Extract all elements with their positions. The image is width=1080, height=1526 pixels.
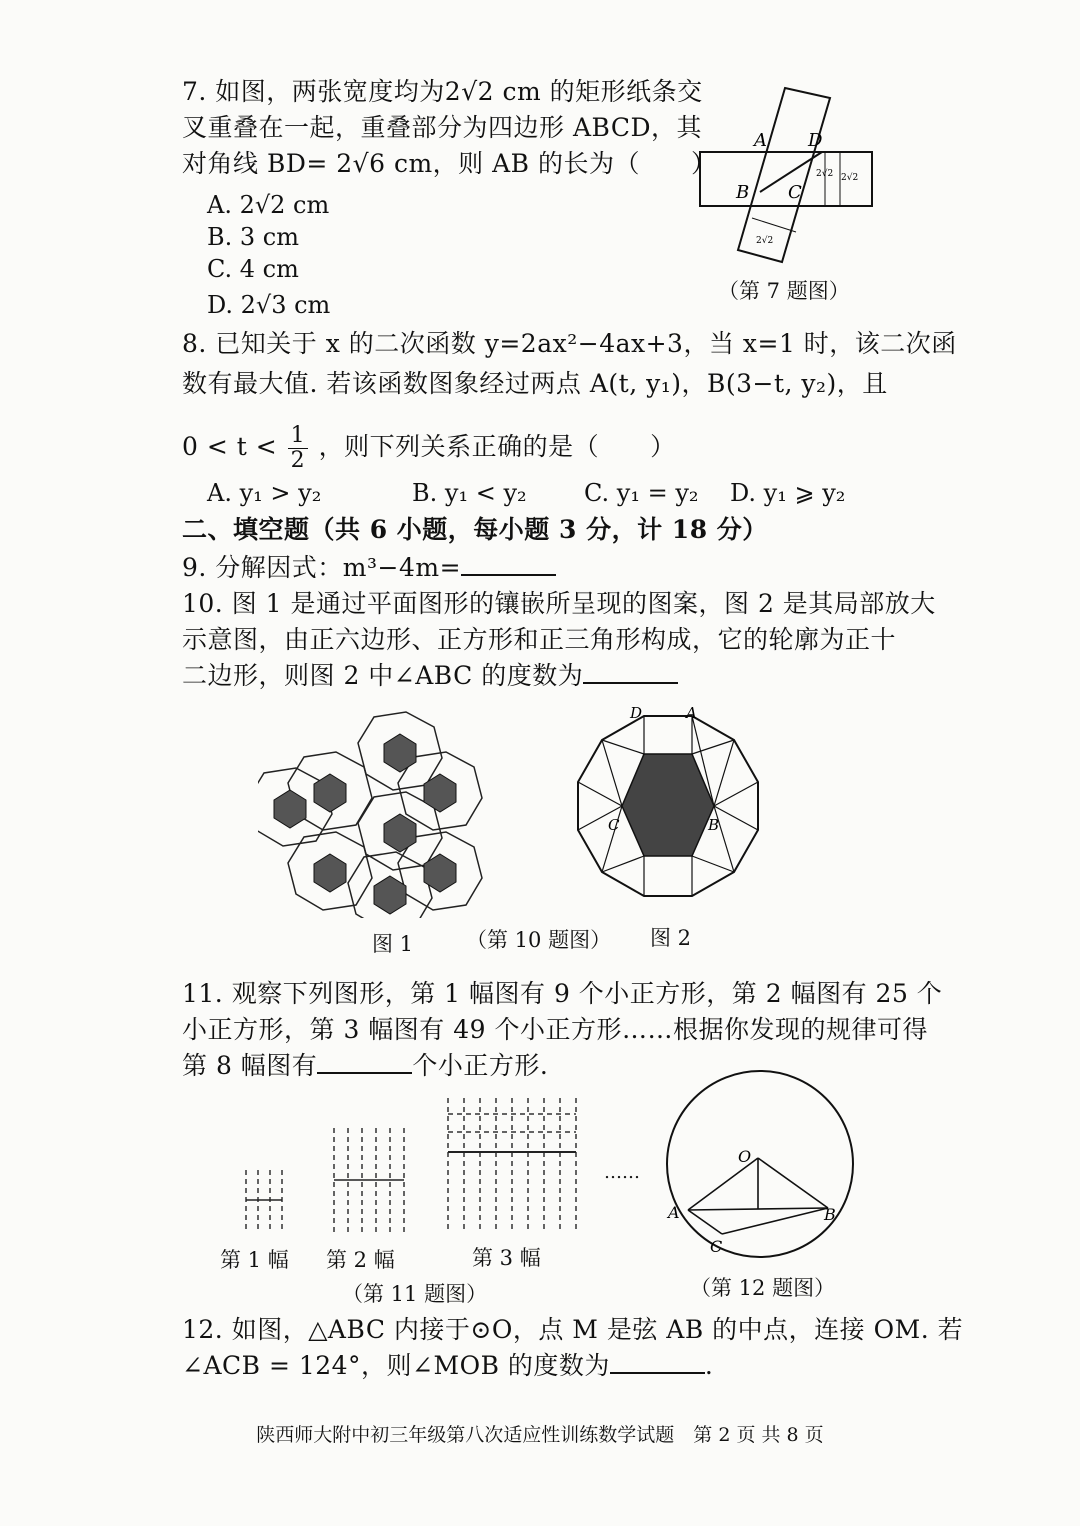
page-footer: 陕西师大附中初三年级第八次适应性训练数学试题 第 2 页 共 8 页 <box>256 1424 824 1446</box>
q8-line-3 <box>182 424 676 473</box>
q7-option-b: B. 3 cm <box>207 223 299 251</box>
q7-option-c: C. 4 cm <box>207 255 299 283</box>
q11-caption-2: 第 2 幅 <box>326 1248 395 1272</box>
q10-label-d: D <box>630 704 643 722</box>
q12-text: ∠ACB = 124°，则∠MOB 的度数为 <box>182 1351 610 1380</box>
q12-label-b: B <box>824 1205 836 1224</box>
q9-line <box>182 552 556 584</box>
q7-line-3: 对角线 BD= 2√6 cm，则 AB 的长为（ ） <box>182 149 717 178</box>
q11-line-2: 小正方形，第 3 幅图有 49 个小正方形……根据你发现的规律可得 <box>182 1015 929 1044</box>
q9-answer-blank[interactable] <box>461 552 556 576</box>
q8-option-d: D. y₁ ⩾ y₂ <box>730 479 846 507</box>
q10-figure-caption: （第 10 题图） <box>466 928 612 952</box>
q7-label-d: D <box>808 130 823 151</box>
section-2-heading: 二、填空题（共 6 小题，每小题 3 分，计 18 分） <box>182 515 768 544</box>
q7-option-d: D. 2√3 cm <box>207 291 331 319</box>
q12-line-1: 12. 如图，△ABC 内接于⊙O，点 M 是弦 AB 的中点，连接 OM. 若 <box>182 1315 964 1344</box>
q10-text: 二边形，则图 2 中∠ABC 的度数为 <box>182 661 584 690</box>
q10-line-1: 10. 图 1 是通过平面图形的镶嵌所呈现的图案，图 2 是其局部放大 <box>182 589 936 618</box>
q7-figure-caption: （第 7 题图） <box>718 279 850 303</box>
q12-line-2 <box>182 1350 713 1382</box>
q7-width-3: 2√2 <box>756 236 774 246</box>
q11-line-1: 11. 观察下列图形，第 1 幅图有 9 个小正方形，第 2 幅图有 25 个 <box>182 979 943 1008</box>
q11-answer-blank[interactable] <box>317 1050 412 1074</box>
q12-period: . <box>704 1351 714 1380</box>
q7-line-1: 7. 如图，两张宽度均为2√2 cm 的矩形纸条交 <box>182 77 703 106</box>
q10-label-a: A <box>686 704 697 722</box>
q7-label-b: B <box>736 182 750 203</box>
q8-fraction-den: 2 <box>290 448 306 473</box>
q10-figure-2 <box>574 704 766 912</box>
q10-figure-1 <box>258 706 494 918</box>
q7-figure <box>690 80 890 280</box>
q11-caption-3: 第 3 幅 <box>472 1246 541 1270</box>
q12-label-a: A <box>668 1203 680 1222</box>
q8-option-a: A. y₁ > y₂ <box>207 479 322 507</box>
q11-figures <box>236 1092 636 1238</box>
q10-figure-1-caption: 图 1 <box>372 932 414 956</box>
q8-option-b: B. y₁ < y₂ <box>412 479 527 507</box>
q9-text: 9. 分解因式：m³−4m= <box>182 553 462 582</box>
q11-figure-caption: （第 11 题图） <box>342 1282 488 1306</box>
q8-fraction <box>288 424 309 473</box>
q7-option-a: A. 2√2 cm <box>207 191 330 219</box>
q7-width-1: 2√2 <box>816 169 834 179</box>
q8-fraction-num: 1 <box>288 424 309 449</box>
q12-figure <box>664 1062 860 1268</box>
q11-text-end: 个小正方形. <box>412 1051 549 1080</box>
q10-label-b: B <box>708 816 720 834</box>
q11-caption-1: 第 1 幅 <box>220 1248 289 1272</box>
q10-label-c: C <box>608 816 620 834</box>
q10-line-2: 示意图，由正六边形、正方形和正三角形构成，它的轮廓为正十 <box>182 625 897 654</box>
q7-line-2: 叉重叠在一起，重叠部分为四边形 ABCD，其 <box>182 113 703 142</box>
q12-answer-blank[interactable] <box>610 1350 705 1374</box>
q11-line-3 <box>182 1050 548 1082</box>
q11-ellipsis: …… <box>604 1162 640 1183</box>
q10-line-3 <box>182 660 678 692</box>
q8-option-c: C. y₁ = y₂ <box>584 479 699 507</box>
q12-label-o: O <box>738 1147 752 1166</box>
q7-label-c: C <box>788 182 802 203</box>
q12-figure-caption: （第 12 题图） <box>690 1276 836 1300</box>
q10-answer-blank[interactable] <box>583 660 678 684</box>
q10-figure-2-caption: 图 2 <box>650 926 692 950</box>
q8-line-1: 8. 已知关于 x 的二次函数 y=2ax²−4ax+3，当 x=1 时，该二次函 <box>182 329 957 358</box>
q8-line-2: 数有最大值. 若该函数图象经过两点 A(t, y₁)，B(3−t, y₂)，且 <box>182 369 888 398</box>
q8-condition: 0 < t < <box>182 432 278 461</box>
q8-question-tail: ，则下列关系正确的是（ ） <box>318 432 676 461</box>
q11-text-start: 第 8 幅图有 <box>182 1051 318 1080</box>
q12-label-c: C <box>710 1237 723 1256</box>
q7-label-a: A <box>754 130 767 151</box>
q7-width-2: 2√2 <box>841 173 859 183</box>
